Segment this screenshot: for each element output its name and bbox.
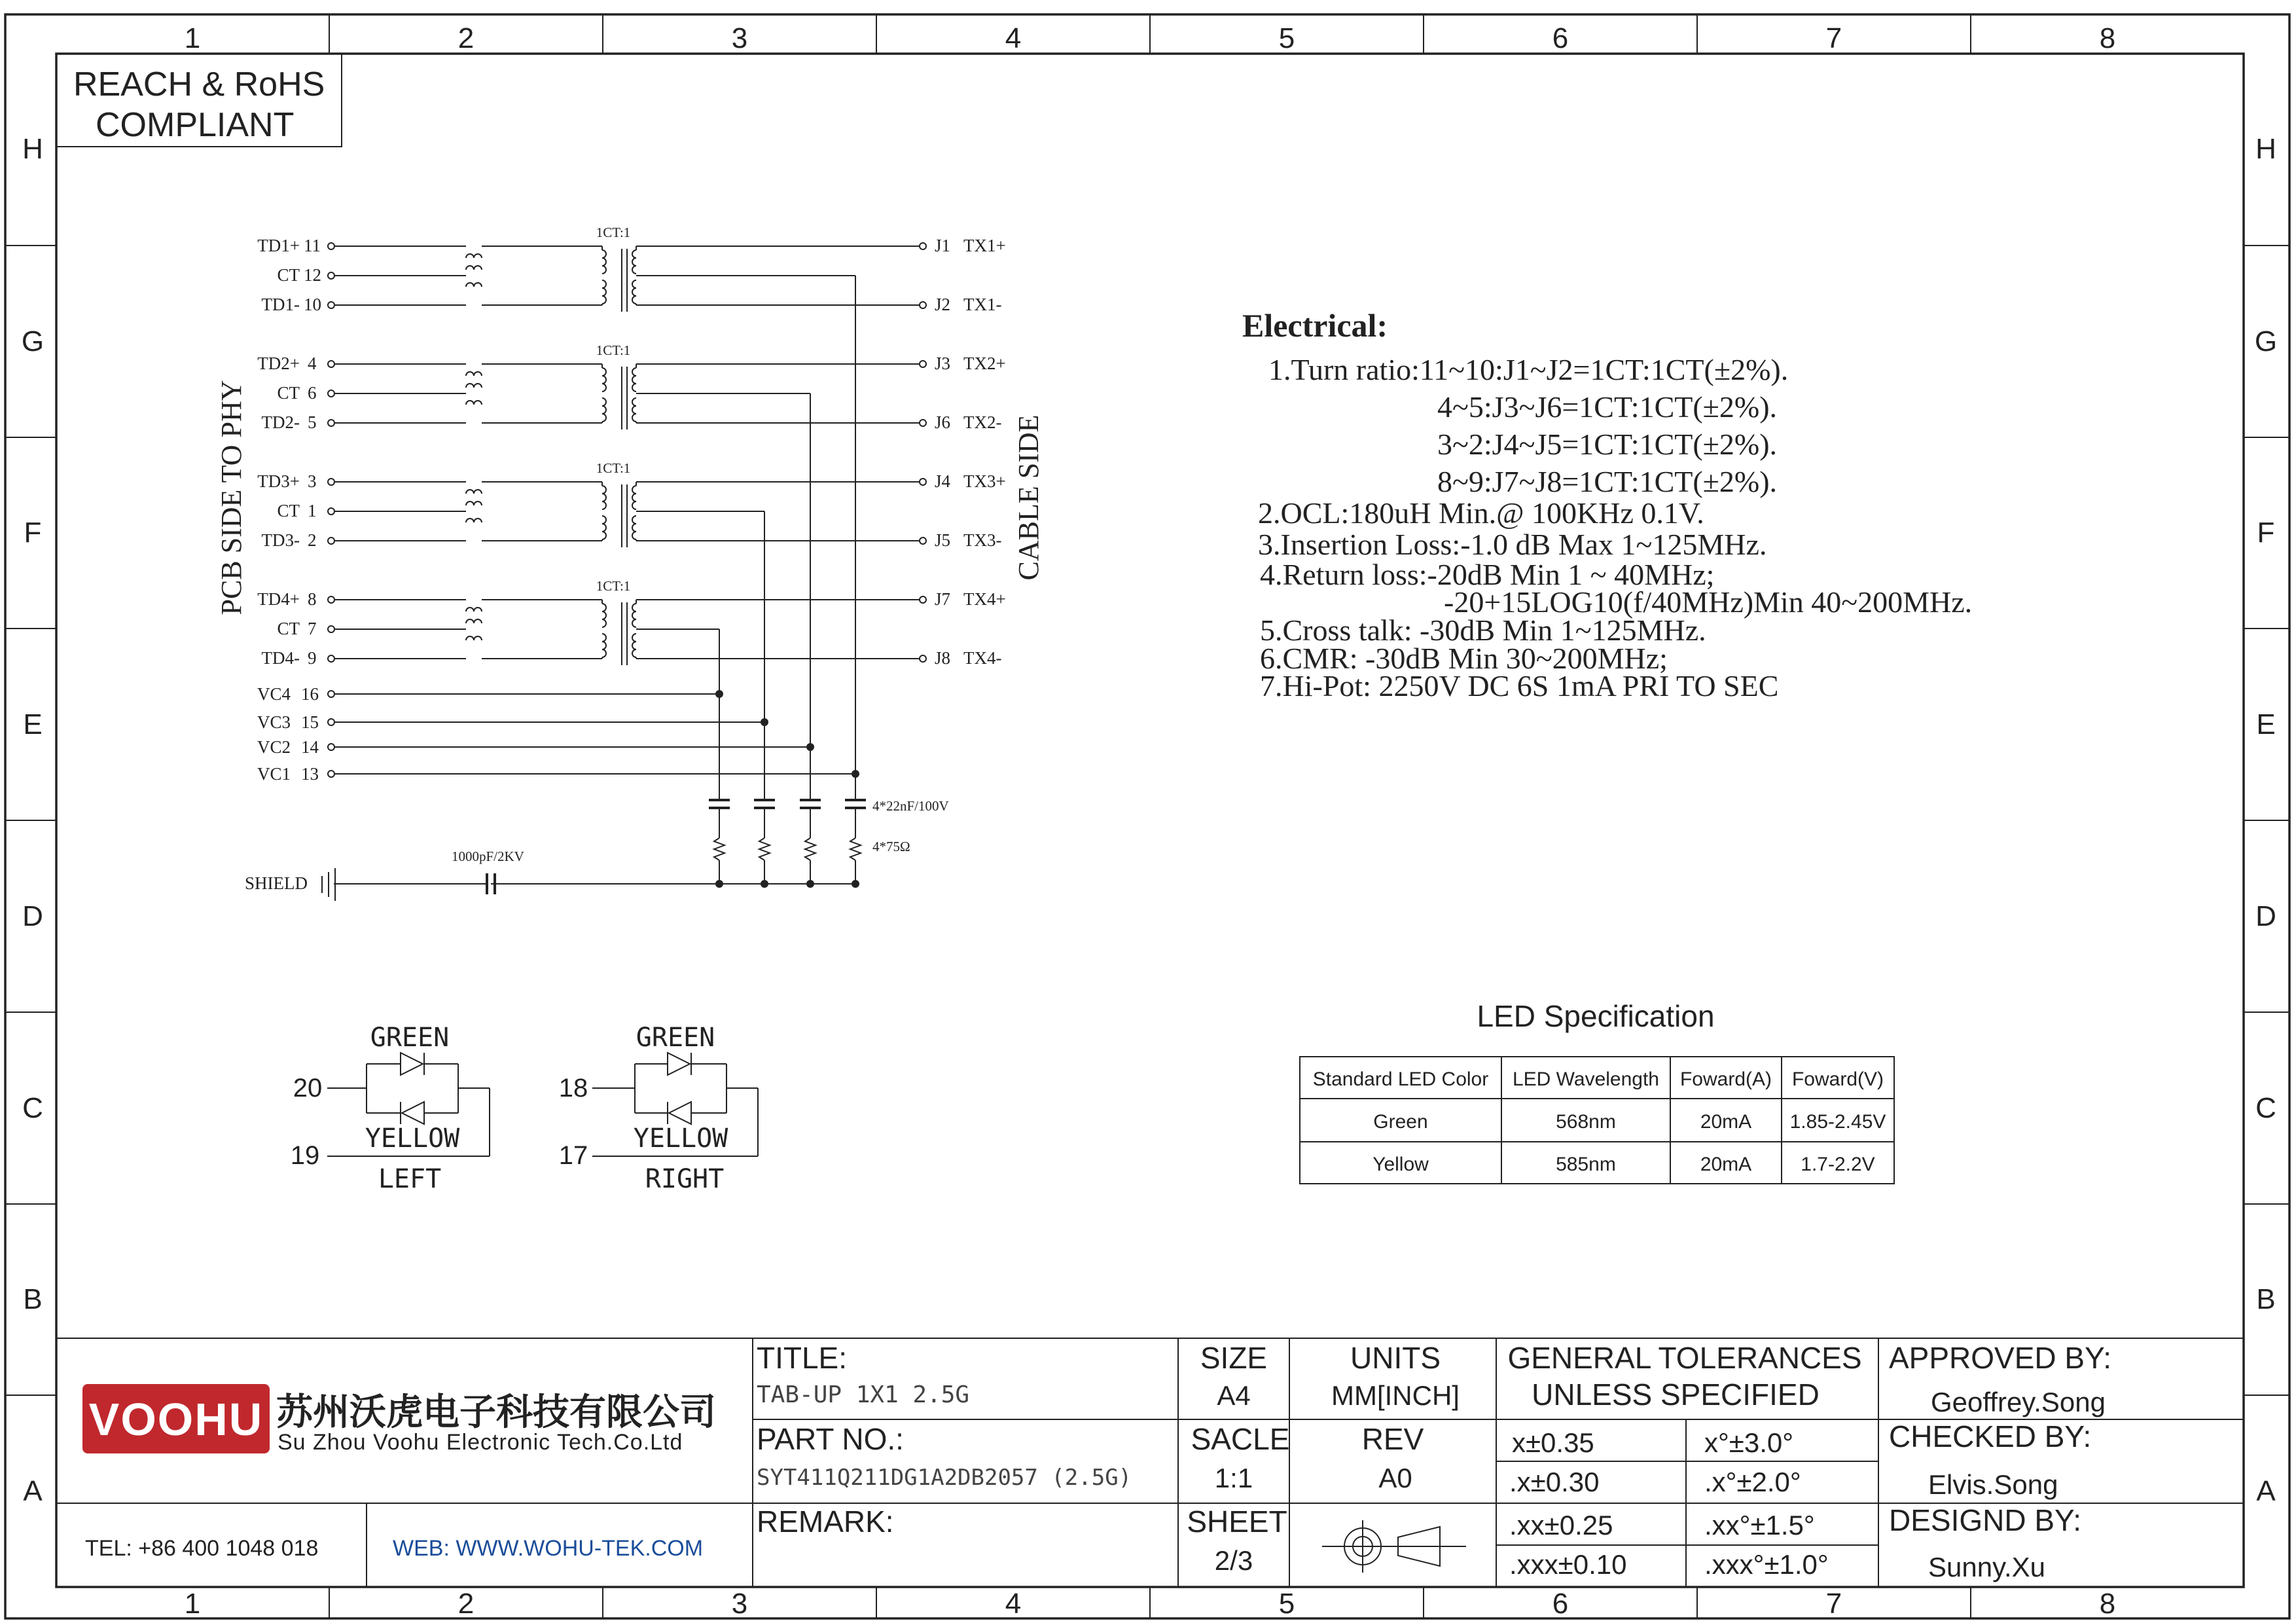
led-spec-cell-green-wavelength: 568nm xyxy=(1556,1111,1616,1133)
tolerance-linear-3: .xxx±0.10 xyxy=(1509,1549,1627,1580)
pin-label-ct7: CT xyxy=(277,619,300,638)
checked-value: Elvis.Song xyxy=(1928,1469,2058,1500)
pin-terminal xyxy=(328,655,334,662)
zone-col-bottom-7: 7 xyxy=(1825,1588,1842,1620)
zone-col-bottom-4: 4 xyxy=(1005,1588,1022,1620)
choke-coil xyxy=(466,372,482,376)
remark-label: REMARK: xyxy=(757,1504,894,1539)
pin-terminal xyxy=(328,691,334,697)
cap-label: 4*22nF/100V xyxy=(872,798,949,814)
pin-terminal xyxy=(328,771,334,777)
electrical-line-6: 3.Insertion Loss:-1.0 dB Max 1~125MHz. xyxy=(1258,528,1767,561)
zone-row-right-b: B xyxy=(2256,1283,2276,1315)
electrical-line-4: 8~9:J7~J8=1CT:1CT(±2%). xyxy=(1437,465,1778,498)
pin-num-9: 9 xyxy=(308,648,317,668)
zone-row-right-g: G xyxy=(2254,325,2278,357)
ratio-label-3: 1CT:1 xyxy=(596,460,631,476)
led-spec-header-wavelength: LED Wavelength xyxy=(1512,1068,1660,1090)
pin-terminal xyxy=(328,420,334,426)
pin-label-td3p: TD3+ xyxy=(257,471,300,491)
zone-col-top-6: 6 xyxy=(1552,22,1569,54)
title-value: TAB-UP 1X1 2.5G xyxy=(757,1381,970,1408)
zone-row-left-c: C xyxy=(22,1092,43,1124)
led-spec-header-forward-v: Foward(V) xyxy=(1791,1068,1884,1090)
choke-coil xyxy=(466,636,482,640)
pin-terminal xyxy=(328,596,334,603)
electrical-line-11: 7.Hi-Pot: 2250V DC 6S 1mA PRI TO SEC xyxy=(1260,669,1779,702)
pin-tx4p: TX4+ xyxy=(963,589,1006,609)
led-spec-cell-yellow-forward-a: 20mA xyxy=(1700,1154,1752,1175)
rev-value: A0 xyxy=(1378,1463,1412,1493)
shield-label: SHIELD xyxy=(245,873,308,893)
choke-coil xyxy=(466,501,482,505)
junction-dot xyxy=(852,770,859,778)
pin-terminal xyxy=(328,390,334,397)
pin-label-vc2: VC2 xyxy=(257,737,291,757)
transformer-primary xyxy=(602,280,606,304)
electrical-line-1: 1.Turn ratio:11~10:J1~J2=1CT:1CT(±2%). xyxy=(1268,353,1789,386)
pin-j5: J5 xyxy=(935,530,951,550)
transformer-primary xyxy=(602,398,606,422)
checked-label: CHECKED BY: xyxy=(1889,1419,2092,1453)
approved-label: APPROVED BY: xyxy=(1889,1341,2112,1375)
pin-terminal xyxy=(328,361,334,367)
led-left-green: GREEN xyxy=(370,1023,450,1053)
zone-col-top-4: 4 xyxy=(1005,22,1022,54)
shield-cap-label: 1000pF/2KV xyxy=(452,848,524,864)
zone-row-left-g: G xyxy=(21,325,45,357)
pin-num-13: 13 xyxy=(301,764,319,784)
pin-num-10: 10 xyxy=(304,295,321,314)
pin-label-vc4: VC4 xyxy=(257,684,291,704)
title-label: TITLE: xyxy=(757,1341,848,1375)
electrical-line-3: 3~2:J4~J5=1CT:1CT(±2%). xyxy=(1437,428,1778,461)
units-label: UNITS xyxy=(1350,1341,1441,1375)
led-spec-title: LED Specification xyxy=(1477,999,1715,1033)
choke-coil xyxy=(466,254,482,258)
pin-terminal xyxy=(328,243,334,249)
led-spec-cell-green-forward-v: 1.85-2.45V xyxy=(1789,1111,1886,1133)
pin-label-td4p: TD4+ xyxy=(257,589,300,609)
choke-coil xyxy=(466,608,482,611)
compliance-line2: COMPLIANT xyxy=(96,106,295,144)
pin-label-td2n: TD2- xyxy=(261,412,300,432)
led-spec-header-color: Standard LED Color xyxy=(1312,1068,1489,1090)
pin-tx3p: TX3+ xyxy=(963,471,1006,491)
units-value: MM[INCH] xyxy=(1331,1380,1460,1411)
transformer-secondary xyxy=(632,250,636,274)
electrical-line-5: 2.OCL:180uH Min.@ 100KHz 0.1V. xyxy=(1258,496,1704,530)
pin-label-ct12: CT xyxy=(277,265,300,285)
pin-j7: J7 xyxy=(935,589,951,609)
scale-value: 1:1 xyxy=(1214,1463,1253,1493)
transformer-secondary xyxy=(632,280,636,304)
pin-terminal xyxy=(920,243,926,249)
transformer-primary xyxy=(602,634,606,657)
compliance-line1: REACH & RoHS xyxy=(73,65,325,103)
res-label: 4*75Ω xyxy=(872,839,910,854)
transformer-primary xyxy=(602,250,606,274)
zone-col-bottom-8: 8 xyxy=(2099,1588,2116,1620)
pin-terminal xyxy=(328,479,334,485)
ratio-label-4: 1CT:1 xyxy=(596,578,631,594)
part-number-value: SYT411Q211DG1A2DB2057 (2.5G) xyxy=(757,1465,1132,1491)
pin-j8: J8 xyxy=(935,648,951,668)
pin-num-14: 14 xyxy=(301,737,319,757)
transformer-secondary xyxy=(632,516,636,539)
junction-dot xyxy=(806,743,814,751)
pin-tx2p: TX2+ xyxy=(963,354,1006,373)
led-pin-20: 20 xyxy=(293,1074,323,1103)
voohu-logo-text: VOOHU xyxy=(88,1394,264,1445)
pin-tx4n: TX4- xyxy=(963,648,1002,668)
tolerance-linear-2: .xx±0.25 xyxy=(1509,1510,1613,1541)
led-pin-18: 18 xyxy=(558,1074,588,1103)
resistor xyxy=(850,838,861,860)
led-pin-17: 17 xyxy=(558,1141,588,1170)
transformer-primary xyxy=(602,604,606,627)
pin-terminal xyxy=(920,655,926,662)
sheet-value: 2/3 xyxy=(1214,1545,1253,1576)
pin-terminal xyxy=(920,302,926,308)
pin-tx3n: TX3- xyxy=(963,530,1002,550)
pin-num-4: 4 xyxy=(308,354,317,373)
pin-label-td1n: TD1- xyxy=(261,295,300,314)
zone-col-bottom-6: 6 xyxy=(1552,1588,1569,1620)
tolerance-linear-0: x±0.35 xyxy=(1512,1427,1594,1458)
ratio-label-2: 1CT:1 xyxy=(596,342,631,358)
size-label: SIZE xyxy=(1200,1341,1268,1375)
zone-row-right-e: E xyxy=(2256,708,2276,740)
pin-label-vc3: VC3 xyxy=(257,712,291,732)
designed-value: Sunny.Xu xyxy=(1928,1552,2046,1582)
pin-num-15: 15 xyxy=(301,712,319,732)
zone-col-top-2: 2 xyxy=(457,22,475,54)
pin-label-td1p: TD1+ xyxy=(257,236,300,255)
resistor xyxy=(714,838,725,860)
led-spec-cell-green-forward-a: 20mA xyxy=(1700,1111,1752,1133)
choke-coil xyxy=(466,401,482,405)
zone-col-bottom-1: 1 xyxy=(184,1588,201,1620)
pin-terminal xyxy=(328,302,334,308)
electrical-line-2: 4~5:J3~J6=1CT:1CT(±2%). xyxy=(1437,390,1778,424)
pin-label-td4n: TD4- xyxy=(261,648,300,668)
transformer-primary xyxy=(602,486,606,509)
pin-terminal xyxy=(328,508,334,515)
part-label: PART NO.: xyxy=(757,1422,904,1456)
pin-num-16: 16 xyxy=(301,684,319,704)
transformer-primary xyxy=(602,516,606,539)
pin-num-7: 7 xyxy=(308,619,317,638)
company-web: WEB: WWW.WOHU-TEK.COM xyxy=(393,1536,704,1561)
zone-col-top-7: 7 xyxy=(1825,22,1842,54)
sheet-label: SHEET xyxy=(1187,1504,1287,1539)
tolerance-angle-3: .xxx°±1.0° xyxy=(1704,1549,1829,1580)
transformer-secondary xyxy=(632,634,636,657)
pin-j2: J2 xyxy=(935,295,951,314)
zone-col-bottom-3: 3 xyxy=(731,1588,748,1620)
pin-tx1n: TX1- xyxy=(963,295,1002,314)
pin-num-8: 8 xyxy=(308,589,317,609)
pin-label-td3n: TD3- xyxy=(261,530,300,550)
zone-col-bottom-2: 2 xyxy=(457,1588,475,1620)
approved-value: Geoffrey.Song xyxy=(1931,1387,2106,1417)
led-right-side: RIGHT xyxy=(645,1164,725,1194)
tolerance-title-1: GENERAL TOLERANCES xyxy=(1507,1341,1862,1375)
transformer-secondary xyxy=(632,486,636,509)
led-pin-19: 19 xyxy=(290,1141,320,1170)
pin-label-ct6: CT xyxy=(277,383,300,403)
zone-col-top-1: 1 xyxy=(184,22,201,54)
pin-j3: J3 xyxy=(935,354,951,373)
choke-coil xyxy=(466,283,482,287)
pin-num-6: 6 xyxy=(308,383,317,403)
zone-row-right-f: F xyxy=(2257,517,2275,549)
transformer-primary xyxy=(602,368,606,392)
electrical-line-9: 5.Cross talk: -30dB Min 1~125MHz. xyxy=(1260,613,1706,647)
pin-num-1: 1 xyxy=(308,501,317,520)
tolerance-angle-1: .x°±2.0° xyxy=(1704,1467,1801,1497)
electrical-line-10: 6.CMR: -30dB Min 30~200MHz; xyxy=(1260,642,1668,675)
zone-row-left-h: H xyxy=(22,133,43,165)
pin-terminal xyxy=(328,272,334,279)
rev-label: REV xyxy=(1361,1422,1424,1456)
zone-row-right-a: A xyxy=(2256,1475,2276,1507)
led-spec-header-forward-a: Foward(A) xyxy=(1679,1068,1772,1090)
tolerance-angle-0: x°±3.0° xyxy=(1704,1427,1794,1458)
choke-coil xyxy=(466,384,482,388)
pin-num-2: 2 xyxy=(308,530,317,550)
zone-row-left-a: A xyxy=(23,1475,43,1507)
choke-coil xyxy=(466,619,482,623)
pin-terminal xyxy=(920,361,926,367)
led-right-yellow: YELLOW xyxy=(633,1123,728,1154)
zone-row-left-d: D xyxy=(22,900,43,932)
junction-dot xyxy=(715,690,723,698)
choke-coil xyxy=(466,266,482,270)
led-right-green: GREEN xyxy=(636,1023,715,1053)
tolerance-angle-2: .xx°±1.5° xyxy=(1704,1510,1815,1541)
transformer-secondary xyxy=(632,368,636,392)
pin-terminal xyxy=(328,719,334,725)
zone-row-left-b: B xyxy=(23,1283,43,1315)
pin-tx2n: TX2- xyxy=(963,412,1002,432)
led-left-side: LEFT xyxy=(378,1164,442,1194)
company-name-en: Su Zhou Voohu Electronic Tech.Co.Ltd xyxy=(278,1430,683,1455)
pcb-side-label: PCB SIDE TO PHY xyxy=(215,380,247,615)
pin-terminal xyxy=(920,596,926,603)
pin-label-vc1: VC1 xyxy=(257,764,291,784)
choke-coil xyxy=(466,519,482,522)
resistor xyxy=(805,838,816,860)
pin-tx1p: TX1+ xyxy=(963,236,1006,255)
pin-label-td2p: TD2+ xyxy=(257,354,300,373)
transformer-secondary xyxy=(632,604,636,627)
led-spec-cell-green-color: Green xyxy=(1373,1111,1428,1133)
ratio-label-1: 1CT:1 xyxy=(596,225,631,240)
tolerance-title-2: UNLESS SPECIFIED xyxy=(1532,1377,1820,1412)
zone-ticks xyxy=(5,14,2289,1618)
zone-col-bottom-5: 5 xyxy=(1278,1588,1295,1620)
transformer-secondary xyxy=(632,398,636,422)
pin-terminal xyxy=(920,420,926,426)
junction-dot xyxy=(761,718,768,726)
zone-row-right-h: H xyxy=(2255,133,2276,165)
pin-terminal xyxy=(328,538,334,544)
title-block-grid xyxy=(56,1338,2244,1587)
pin-terminal xyxy=(920,538,926,544)
pin-j1: J1 xyxy=(935,236,951,255)
pin-j4: J4 xyxy=(935,471,951,491)
size-value: A4 xyxy=(1217,1380,1251,1411)
projection-symbol-icon xyxy=(1322,1520,1466,1573)
scale-label: SACLE xyxy=(1191,1422,1290,1456)
led-spec-cell-yellow-wavelength: 585nm xyxy=(1556,1154,1616,1175)
company-tel: TEL: +86 400 1048 018 xyxy=(85,1536,319,1561)
led-left-yellow: YELLOW xyxy=(365,1123,460,1154)
pin-label-ct1: CT xyxy=(277,501,300,520)
pin-num-5: 5 xyxy=(308,412,317,432)
tolerance-linear-1: .x±0.30 xyxy=(1509,1467,1600,1497)
led-spec-cell-yellow-forward-v: 1.7-2.2V xyxy=(1801,1154,1875,1175)
company-name-cn: 苏州沃虎电子科技有限公司 xyxy=(276,1391,716,1432)
zone-row-right-c: C xyxy=(2255,1092,2276,1124)
outer-frame xyxy=(5,14,2289,1618)
zone-row-right-d: D xyxy=(2255,900,2276,932)
zone-row-left-e: E xyxy=(23,708,43,740)
electrical-line-7: 4.Return loss:-20dB Min 1 ~ 40MHz; xyxy=(1260,558,1715,591)
electrical-heading: Electrical: xyxy=(1242,307,1388,344)
pin-j6: J6 xyxy=(935,412,951,432)
electrical-line-8: -20+15LOG10(f/40MHz)Min 40~200MHz. xyxy=(1444,585,1973,619)
transformer-schematic xyxy=(322,243,926,901)
zone-col-top-8: 8 xyxy=(2099,22,2116,54)
led-spec-cell-yellow-color: Yellow xyxy=(1372,1154,1429,1175)
zone-col-top-5: 5 xyxy=(1278,22,1295,54)
pin-num-12: 12 xyxy=(304,265,321,285)
pin-num-3: 3 xyxy=(308,471,317,491)
zone-col-top-3: 3 xyxy=(731,22,748,54)
zone-row-left-f: F xyxy=(24,517,42,549)
choke-coil xyxy=(466,490,482,494)
resistor xyxy=(759,838,770,860)
pin-terminal xyxy=(920,479,926,485)
pin-num-11: 11 xyxy=(304,236,321,255)
cable-side-label: CABLE SIDE xyxy=(1013,414,1045,581)
designed-label: DESIGND BY: xyxy=(1889,1503,2081,1537)
pin-terminal xyxy=(328,626,334,632)
pin-terminal xyxy=(328,744,334,750)
